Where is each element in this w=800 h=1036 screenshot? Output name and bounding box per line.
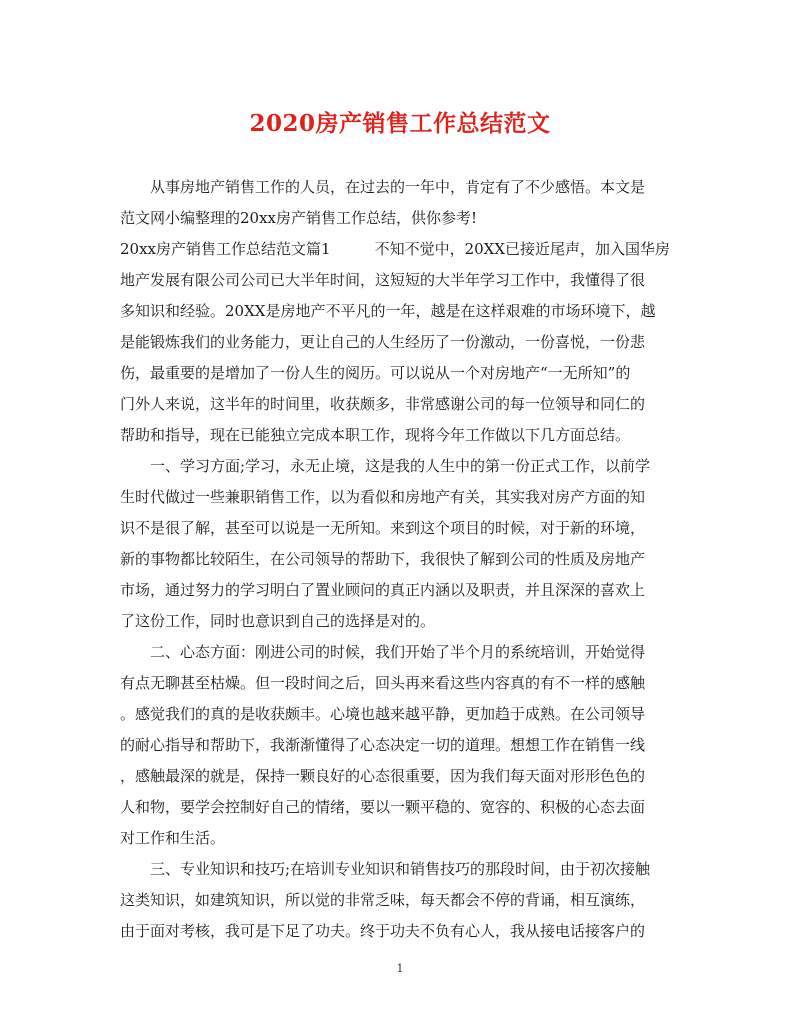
body-line-with-heading — [120, 234, 682, 265]
body-line: 市场，通过努力的学习明白了置业顾问的真正内涵以及职责，并且深深的喜欢上 — [120, 581, 646, 599]
body-line: 地产发展有限公司公司已大半年时间，这短短的大半年学习工作中，我懂得了很 — [120, 271, 646, 289]
body-line: 伤，最重要的是增加了一份人生的阅历。可以说从一个对房地产“一无所知”的 — [120, 364, 631, 382]
body-line: 对工作和生活。 — [120, 829, 226, 847]
body-line: 。感觉我们的真的是收获颇丰。心境也越来越平静，更加趋于成熟。在公司领导 — [120, 705, 646, 723]
body-line: 有点无聊甚至枯燥。但一段时间之后，回头再来看这些内容真的有不一样的感触 — [120, 674, 646, 692]
body-line: 多知识和经验。20XX是房地产不平凡的一年，越是在这样艰难的市场环境下，越 — [120, 302, 656, 320]
body-line: 三、专业知识和技巧;在培训专业知识和销售技巧的那段时间，由于初次接触 — [150, 860, 651, 878]
body-line: 帮助和指导，现在已能独立完成本职工作，现将今年工作做以下几方面总结。 — [120, 426, 631, 444]
body-line: 人和物，要学会控制好自己的情绪，要以一颗平稳的、宽容的、积极的心态去面 — [120, 798, 646, 816]
body-line-continued: 不知不觉中，20XX已接近尾声，加入国华房 — [374, 240, 671, 258]
body-line: 一、学习方面;学习，永无止境，这是我的人生中的第一份正式工作，以前学 — [150, 457, 651, 475]
document-body — [120, 172, 682, 947]
body-line: 新的事物都比较陌生，在公司领导的帮助下，我很快了解到公司的性质及房地产 — [120, 550, 646, 568]
body-line: 门外人来说，这半年的时间里，收获颇多，非常感谢公司的每一位领导和同仁的 — [120, 395, 646, 413]
body-line: 是能锻炼我们的业务能力，更让自己的人生经历了一份激动，一份喜悦，一份悲 — [120, 333, 646, 351]
body-line: 二、心态方面：刚进公司的时候，我们开始了半个月的系统培训，开始觉得 — [150, 643, 646, 661]
body-line: 由于面对考核，我可是下足了功夫。终于功夫不负有心人，我从接电话接客户的 — [120, 922, 646, 940]
body-line: 识不是很了解，甚至可以说是一无所知。来到这个项目的时候，对于新的环境， — [120, 519, 646, 537]
page-number: 1 — [396, 962, 404, 975]
body-line: 生时代做过一些兼职销售工作，以为看似和房地产有关，其实我对房产方面的知 — [120, 488, 646, 506]
body-line: 这类知识，如建筑知识，所以觉的非常乏味，每天都会不停的背诵，相互演练， — [120, 891, 646, 909]
body-line: 的耐心指导和帮助下，我渐渐懂得了心态决定一切的道理。想想工作在销售一线 — [120, 736, 646, 754]
body-line: 了这份工作，同时也意识到自己的选择是对的。 — [120, 612, 436, 630]
body-line: 从事房地产销售工作的人员，在过去的一年中，肯定有了不少感悟。本文是 — [150, 178, 646, 196]
body-line: 范文网小编整理的20xx房产销售工作总结，供你参考! — [120, 209, 478, 227]
article-heading: 20xx房产销售工作总结范文篇1 — [120, 240, 331, 258]
document-title: 2020房产销售工作总结范文 — [249, 110, 551, 137]
body-line: ，感触最深的就是，保持一颗良好的心态很重要，因为我们每天面对形形色色的 — [120, 767, 646, 785]
